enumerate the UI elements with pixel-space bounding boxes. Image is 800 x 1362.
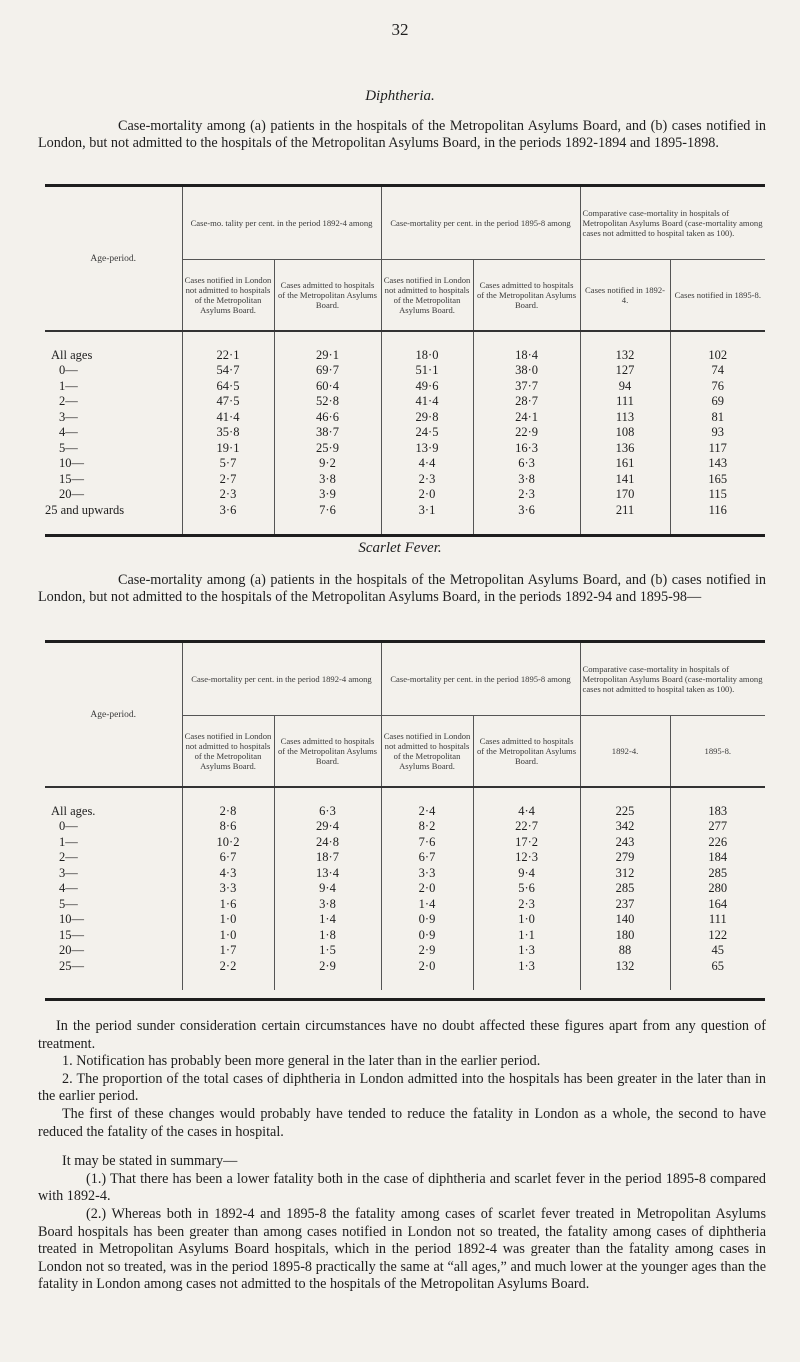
value-cell: 69·7	[274, 363, 381, 379]
age-period-cell: 20—	[45, 943, 182, 959]
value-cell: 117	[708, 440, 727, 455]
diphtheria-rows	[45, 331, 765, 534]
age-period-header: Age-period.	[45, 643, 182, 787]
value-cell: 29·8	[381, 410, 473, 426]
value-cell: 280	[708, 881, 728, 896]
value-cell: 69	[711, 394, 725, 409]
notified-1892-header: Cases notified in London not admitted to hospitals of the Metropolitan Asylums Board.	[182, 260, 274, 332]
value-cell: 243	[580, 835, 670, 851]
age-period-cell: 1—	[45, 379, 182, 395]
comparative-1892-header: Cases notified in 1892-4.	[580, 260, 670, 332]
value-cell: 22·9	[473, 425, 580, 441]
value-cell: 4·4	[473, 804, 580, 820]
value-cell: 64·5	[182, 379, 274, 395]
value-cell: 2·3	[182, 487, 274, 503]
value-cell: 184	[708, 850, 728, 865]
age-period-cell: 15—	[45, 928, 182, 944]
value-cell: 1·8	[274, 928, 381, 944]
value-cell: 2·9	[274, 959, 381, 975]
value-cell: 141	[580, 472, 670, 488]
value-cell: 2·3	[381, 472, 473, 488]
value-cell: 88	[580, 943, 670, 959]
table-row	[45, 881, 765, 897]
value-cell: 9·4	[473, 866, 580, 882]
value-cell: 342	[580, 819, 670, 835]
table-row	[45, 503, 765, 519]
value-cell: 1·0	[182, 928, 274, 944]
value-cell: 5·6	[473, 881, 580, 897]
value-cell: 54·7	[182, 363, 274, 379]
value-cell: 41·4	[182, 410, 274, 426]
value-cell: 3·3	[381, 866, 473, 882]
value-cell: 81	[711, 409, 725, 424]
value-cell: 22·1	[182, 348, 274, 364]
value-cell: 41·4	[381, 394, 473, 410]
diphtheria-table-block	[45, 184, 765, 537]
value-cell: 74	[711, 363, 725, 378]
paragraph: (1.) That there has been a lower fatality both in the case of diphtheria and scarlet fever in the period 1895-8 compared with 1892-4.	[38, 1170, 766, 1205]
age-period-cell: All ages.	[45, 804, 182, 820]
paragraph: It may be stated in summary—	[62, 1153, 238, 1170]
age-period-cell: 3—	[45, 410, 182, 426]
value-cell: 6·3	[473, 456, 580, 472]
value-cell: 279	[580, 850, 670, 866]
value-cell: 45	[711, 943, 725, 958]
period-1895-header: Case-mortality per cent. in the period 1895-8 among	[381, 643, 580, 716]
value-cell: 1·4	[274, 912, 381, 928]
value-cell: 24·1	[473, 410, 580, 426]
value-cell: 51·1	[381, 363, 473, 379]
value-cell: 115	[708, 487, 727, 502]
value-cell: 140	[580, 912, 670, 928]
value-cell: 165	[708, 471, 728, 486]
value-cell: 3·6	[473, 503, 580, 519]
value-cell: 4·4	[381, 456, 473, 472]
age-period-cell: 5—	[45, 441, 182, 457]
value-cell: 108	[580, 425, 670, 441]
value-cell: 9·2	[274, 456, 381, 472]
value-cell: 19·1	[182, 441, 274, 457]
table-row	[45, 866, 765, 882]
value-cell: 285	[708, 865, 728, 880]
table-row	[45, 850, 765, 866]
table-row	[45, 441, 765, 457]
age-period-cell: 25—	[45, 959, 182, 975]
value-cell: 38·0	[473, 363, 580, 379]
value-cell: 211	[580, 503, 670, 519]
value-cell: 6·7	[381, 850, 473, 866]
table-row	[45, 410, 765, 426]
age-period-cell: 10—	[45, 456, 182, 472]
value-cell: 49·6	[381, 379, 473, 395]
value-cell: 1·0	[473, 912, 580, 928]
age-period-cell: All ages	[45, 348, 182, 364]
age-period-cell: 3—	[45, 866, 182, 882]
value-cell: 38·7	[274, 425, 381, 441]
value-cell: 18·0	[381, 348, 473, 364]
value-cell: 285	[580, 881, 670, 897]
age-period-cell: 2—	[45, 394, 182, 410]
notified-1892-header: Cases notified in London not admitted to hospitals of the Metropolitan Asylums Board.	[182, 716, 274, 788]
value-cell: 65	[711, 958, 725, 973]
table-row	[45, 943, 765, 959]
age-period-cell: 0—	[45, 363, 182, 379]
value-cell: 180	[580, 928, 670, 944]
table-row	[45, 819, 765, 835]
table-row	[45, 456, 765, 472]
value-cell: 312	[580, 866, 670, 882]
admitted-1895-header: Cases admitted to hospitals of the Metropolitan Asylums Board.	[473, 260, 580, 332]
value-cell: 18·4	[473, 348, 580, 364]
value-cell: 37·7	[473, 379, 580, 395]
value-cell: 29·4	[274, 819, 381, 835]
value-cell: 13·4	[274, 866, 381, 882]
table-row	[45, 959, 765, 975]
age-period-cell: 20—	[45, 487, 182, 503]
table-row	[45, 425, 765, 441]
value-cell: 16·3	[473, 441, 580, 457]
diphtheria-table	[45, 187, 765, 534]
notified-1895-header: Cases notified in London not admitted to hospitals of the Metropolitan Asylums Board.	[381, 716, 473, 788]
age-period-cell: 10—	[45, 912, 182, 928]
value-cell: 47·5	[182, 394, 274, 410]
value-cell: 136	[580, 441, 670, 457]
value-cell: 3·1	[381, 503, 473, 519]
scarlet-fever-intro: Case-mortality among (a) patients in the hospitals of the Metropolitan Asylums Board, and (b) cases notified in London, but not admitted to the hospitals of the Metropolitan Asylums Board, in the periods 1892-94 and 1895-98—	[38, 572, 766, 605]
value-cell: 29·1	[274, 348, 381, 364]
value-cell: 1·0	[182, 912, 274, 928]
period-1892-header: Case-mo. tality per cent. in the period 1892-4 among	[182, 187, 381, 260]
value-cell: 3·9	[274, 487, 381, 503]
table-row	[45, 348, 765, 364]
period-1895-header: Case-mortality per cent. in the period 1895-8 among	[381, 187, 580, 260]
value-cell: 28·7	[473, 394, 580, 410]
diphtheria-title: Diphtheria.	[365, 88, 435, 104]
comparative-header: Comparative case-mortality in hospitals of Metropolitan Asylums Board (case-mortality among cases not admitted to hospital taken as 100).	[580, 643, 765, 716]
value-cell: 1·4	[381, 897, 473, 913]
value-cell: 2·8	[182, 804, 274, 820]
table-row	[45, 928, 765, 944]
value-cell: 2·2	[182, 959, 274, 975]
table-row	[45, 379, 765, 395]
value-cell: 1·3	[473, 959, 580, 975]
value-cell: 3·6	[182, 503, 274, 519]
comparative-1895-header: 1895-8.	[670, 716, 765, 788]
table-bottom-rule	[45, 998, 765, 1001]
value-cell: 46·6	[274, 410, 381, 426]
value-cell: 7·6	[381, 835, 473, 851]
value-cell: 2·0	[381, 959, 473, 975]
commentary	[38, 1018, 766, 1294]
value-cell: 60·4	[274, 379, 381, 395]
paragraph: (2.) Whereas both in 1892-4 and 1895-8 the fatality among cases of scarlet fever treated in Metropolitan Asylums Board hospitals has been greater than among cases notified in London not so treated, the fatality among cases of diphtheria treated in Metropolitan Asylums Board hospitals, which in the period 1892-4 was greater than the fatality among cases in London not so treated, was in the period 1895-8 practically the same at “all ages,” and much lower at the younger ages than the fatality in London among cases not admitted to the hospitals of the Metropolitan Asylums Board.	[38, 1205, 766, 1293]
diphtheria-intro: Case-mortality among (a) patients in the hospitals of the Metropolitan Asylums Board, and (b) cases notified in London, but not admitted to the hospitals of the Metropolitan Asylums Board, in the periods 1892-1894 and 1895-1898.	[38, 118, 766, 151]
paragraph: 1. Notification has probably been more general in the later than in the earlier period.	[62, 1053, 541, 1070]
value-cell: 94	[580, 379, 670, 395]
value-cell: 111	[580, 394, 670, 410]
scarlet-fever-title: Scarlet Fever.	[358, 540, 442, 556]
value-cell: 4·3	[182, 866, 274, 882]
table-row	[45, 487, 765, 503]
age-period-cell: 2—	[45, 850, 182, 866]
value-cell: 10·2	[182, 835, 274, 851]
value-cell: 2·3	[473, 897, 580, 913]
table-bottom-rule	[45, 534, 765, 537]
value-cell: 25·9	[274, 441, 381, 457]
admitted-1892-header: Cases admitted to hospitals of the Metropolitan Asylums Board.	[274, 716, 381, 788]
value-cell: 5·7	[182, 456, 274, 472]
age-period-cell: 25 and upwards	[45, 503, 182, 519]
value-cell: 76	[711, 378, 725, 393]
value-cell: 52·8	[274, 394, 381, 410]
value-cell: 226	[708, 834, 728, 849]
value-cell: 35·8	[182, 425, 274, 441]
value-cell: 12·3	[473, 850, 580, 866]
value-cell: 93	[711, 425, 725, 440]
scarlet-fever-rows	[45, 787, 765, 990]
value-cell: 127	[580, 363, 670, 379]
notified-1895-header: Cases notified in London not admitted to hospitals of the Metropolitan Asylums Board.	[381, 260, 473, 332]
value-cell: 17·2	[473, 835, 580, 851]
value-cell: 1·1	[473, 928, 580, 944]
value-cell: 24·8	[274, 835, 381, 851]
value-cell: 116	[708, 502, 727, 517]
table-row	[45, 912, 765, 928]
value-cell: 1·6	[182, 897, 274, 913]
page-number: 32	[391, 20, 409, 39]
comparative-1895-header: Cases notified in 1895-8.	[670, 260, 765, 332]
value-cell: 277	[708, 819, 728, 834]
value-cell: 7·6	[274, 503, 381, 519]
age-period-header: Age-period.	[45, 187, 182, 331]
admitted-1895-header: Cases admitted to hospitals of the Metropolitan Asylums Board.	[473, 716, 580, 788]
value-cell: 143	[708, 456, 728, 471]
value-cell: 3·3	[182, 881, 274, 897]
value-cell: 2·7	[182, 472, 274, 488]
value-cell: 1·5	[274, 943, 381, 959]
paragraph: In the period sunder consideration certain circumstances have no doubt affected these figures apart from any question of treatment.	[38, 1018, 766, 1052]
value-cell: 8·6	[182, 819, 274, 835]
table-row	[45, 394, 765, 410]
table-row	[45, 472, 765, 488]
value-cell: 237	[580, 897, 670, 913]
age-period-cell: 4—	[45, 425, 182, 441]
value-cell: 9·4	[274, 881, 381, 897]
value-cell: 111	[708, 912, 727, 927]
value-cell: 2·3	[473, 487, 580, 503]
age-period-cell: 1—	[45, 835, 182, 851]
value-cell: 2·4	[381, 804, 473, 820]
value-cell: 122	[708, 927, 728, 942]
value-cell: 6·3	[274, 804, 381, 820]
table-row	[45, 363, 765, 379]
value-cell: 225	[580, 804, 670, 820]
scarlet-fever-table-block	[45, 640, 765, 1001]
paragraph: The first of these changes would probably have tended to reduce the fatality in London as a whole, the second to have reduced the fatality of the cases in hospital.	[38, 1105, 766, 1140]
age-period-cell: 0—	[45, 819, 182, 835]
comparative-1892-header: 1892-4.	[580, 716, 670, 788]
value-cell: 1·3	[473, 943, 580, 959]
value-cell: 24·5	[381, 425, 473, 441]
value-cell: 102	[708, 347, 728, 362]
value-cell: 2·0	[381, 881, 473, 897]
paragraph: 2. The proportion of the total cases of diphtheria in London admitted into the hospitals has been greater in the later than in the earlier period.	[38, 1070, 766, 1105]
table-row	[45, 897, 765, 913]
value-cell: 6·7	[182, 850, 274, 866]
value-cell: 22·7	[473, 819, 580, 835]
comparative-header: Comparative case-mortality in hospitals of Metropolitan Asylums Board (case-mortality among cases not admitted to hospital taken as 100).	[580, 187, 765, 260]
value-cell: 1·7	[182, 943, 274, 959]
value-cell: 170	[580, 487, 670, 503]
value-cell: 161	[580, 456, 670, 472]
value-cell: 132	[580, 959, 670, 975]
value-cell: 164	[708, 896, 728, 911]
value-cell: 132	[580, 348, 670, 364]
table-row	[45, 835, 765, 851]
value-cell: 113	[580, 410, 670, 426]
value-cell: 183	[708, 803, 728, 818]
value-cell: 18·7	[274, 850, 381, 866]
table-row	[45, 804, 765, 820]
age-period-cell: 4—	[45, 881, 182, 897]
scarlet-fever-table	[45, 643, 765, 990]
value-cell: 0·9	[381, 928, 473, 944]
value-cell: 0·9	[381, 912, 473, 928]
value-cell: 3·8	[274, 897, 381, 913]
age-period-cell: 5—	[45, 897, 182, 913]
value-cell: 3·8	[473, 472, 580, 488]
value-cell: 8·2	[381, 819, 473, 835]
value-cell: 13·9	[381, 441, 473, 457]
age-period-cell: 15—	[45, 472, 182, 488]
value-cell: 3·8	[274, 472, 381, 488]
period-1892-header: Case-mortality per cent. in the period 1892-4 among	[182, 643, 381, 716]
value-cell: 2·0	[381, 487, 473, 503]
value-cell: 2·9	[381, 943, 473, 959]
admitted-1892-header: Cases admitted to hospitals of the Metropolitan Asylums Board.	[274, 260, 381, 332]
